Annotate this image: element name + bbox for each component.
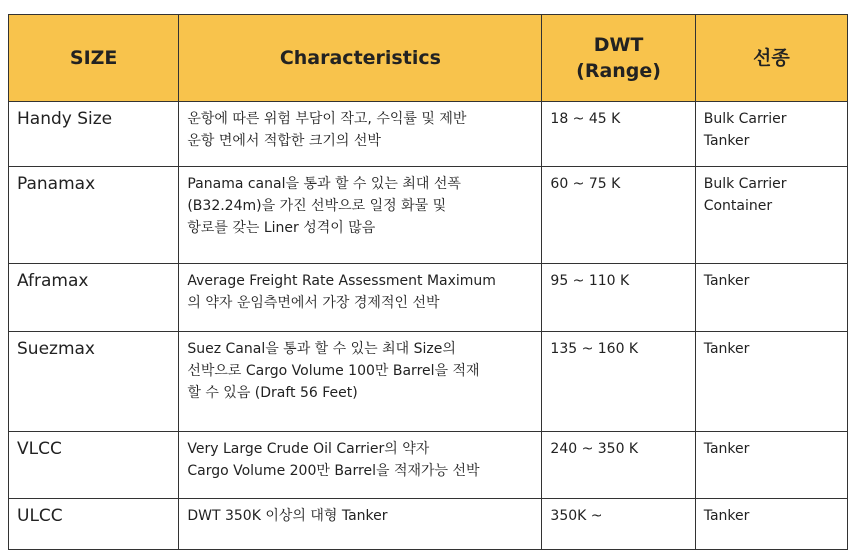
ship-type-line: Bulk Carrier xyxy=(703,176,787,192)
table-row xyxy=(9,264,848,332)
characteristics-cell xyxy=(179,102,542,167)
ship-type-cell xyxy=(695,432,847,499)
ship-type-cell xyxy=(695,102,847,167)
characteristics-cell xyxy=(179,264,542,332)
characteristics-line: (B32.24m)을 가진 선박으로 일정 화물 및 xyxy=(187,198,447,214)
ship-type-cell xyxy=(695,264,847,332)
characteristics-line: 의 약자 운임측면에서 가장 경제적인 선박 xyxy=(187,295,440,311)
ship-type-line: Tanker xyxy=(703,273,750,289)
table-row xyxy=(9,167,848,264)
characteristics-cell xyxy=(179,167,542,264)
ship-size-table xyxy=(8,14,848,550)
dwt-cell: 350K ~ xyxy=(542,499,695,550)
size-cell: Panamax xyxy=(9,167,179,264)
ship-type-line: Container xyxy=(703,198,773,214)
characteristics-cell xyxy=(179,432,542,499)
dwt-cell: 18 ~ 45 K xyxy=(542,102,695,167)
characteristics-cell xyxy=(179,332,542,432)
dwt-cell: 95 ~ 110 K xyxy=(542,264,695,332)
ship-type-line: Tanker xyxy=(703,508,750,524)
ship-type-line: Tanker xyxy=(703,441,750,457)
characteristics-line: Cargo Volume 200만 Barrel을 적재가능 선박 xyxy=(187,463,480,479)
dwt-cell: 60 ~ 75 K xyxy=(542,167,695,264)
characteristics-line: 할 수 있음 (Draft 56 Feet) xyxy=(187,385,358,401)
characteristics-line: 운항 면에서 적합한 크기의 선박 xyxy=(187,133,381,149)
ship-type-cell xyxy=(695,332,847,432)
ship-type-cell xyxy=(695,499,847,550)
size-cell: Suezmax xyxy=(9,332,179,432)
table-row xyxy=(9,432,848,499)
ship-type-cell xyxy=(695,167,847,264)
header-dwt xyxy=(542,15,695,102)
header-ship-type: 선종 xyxy=(695,15,847,102)
characteristics-line: DWT 350K 이상의 대형 Tanker xyxy=(187,508,388,524)
characteristics-line: Panama canal을 통과 할 수 있는 최대 선폭 xyxy=(187,176,461,192)
table-row xyxy=(9,332,848,432)
table-row xyxy=(9,102,848,167)
ship-type-line: Tanker xyxy=(703,341,750,357)
characteristics-line: 운항에 따른 위험 부담이 작고, 수익률 및 제반 xyxy=(187,111,467,127)
characteristics-cell xyxy=(179,499,542,550)
table-row xyxy=(9,499,848,550)
header-characteristics: Characteristics xyxy=(179,15,542,102)
size-cell: ULCC xyxy=(9,499,179,550)
size-cell: VLCC xyxy=(9,432,179,499)
dwt-cell: 135 ~ 160 K xyxy=(542,332,695,432)
ship-type-line: Bulk Carrier xyxy=(703,111,787,127)
ship-type-line: Tanker xyxy=(703,133,750,149)
characteristics-line: Suez Canal을 통과 할 수 있는 최대 Size의 xyxy=(187,341,456,357)
header-row xyxy=(9,15,848,102)
dwt-cell: 240 ~ 350 K xyxy=(542,432,695,499)
characteristics-line: Very Large Crude Oil Carrier의 약자 xyxy=(187,441,430,457)
characteristics-line: Average Freight Rate Assessment Maximum xyxy=(187,273,496,289)
header-dwt-line2: (Range) xyxy=(576,60,661,82)
header-dwt-line1: DWT xyxy=(593,34,644,56)
size-cell: Aframax xyxy=(9,264,179,332)
size-cell: Handy Size xyxy=(9,102,179,167)
header-size: SIZE xyxy=(9,15,179,102)
characteristics-line: 선박으로 Cargo Volume 100만 Barrel을 적재 xyxy=(187,363,480,379)
characteristics-line: 항로를 갖는 Liner 성격이 많음 xyxy=(187,220,376,236)
